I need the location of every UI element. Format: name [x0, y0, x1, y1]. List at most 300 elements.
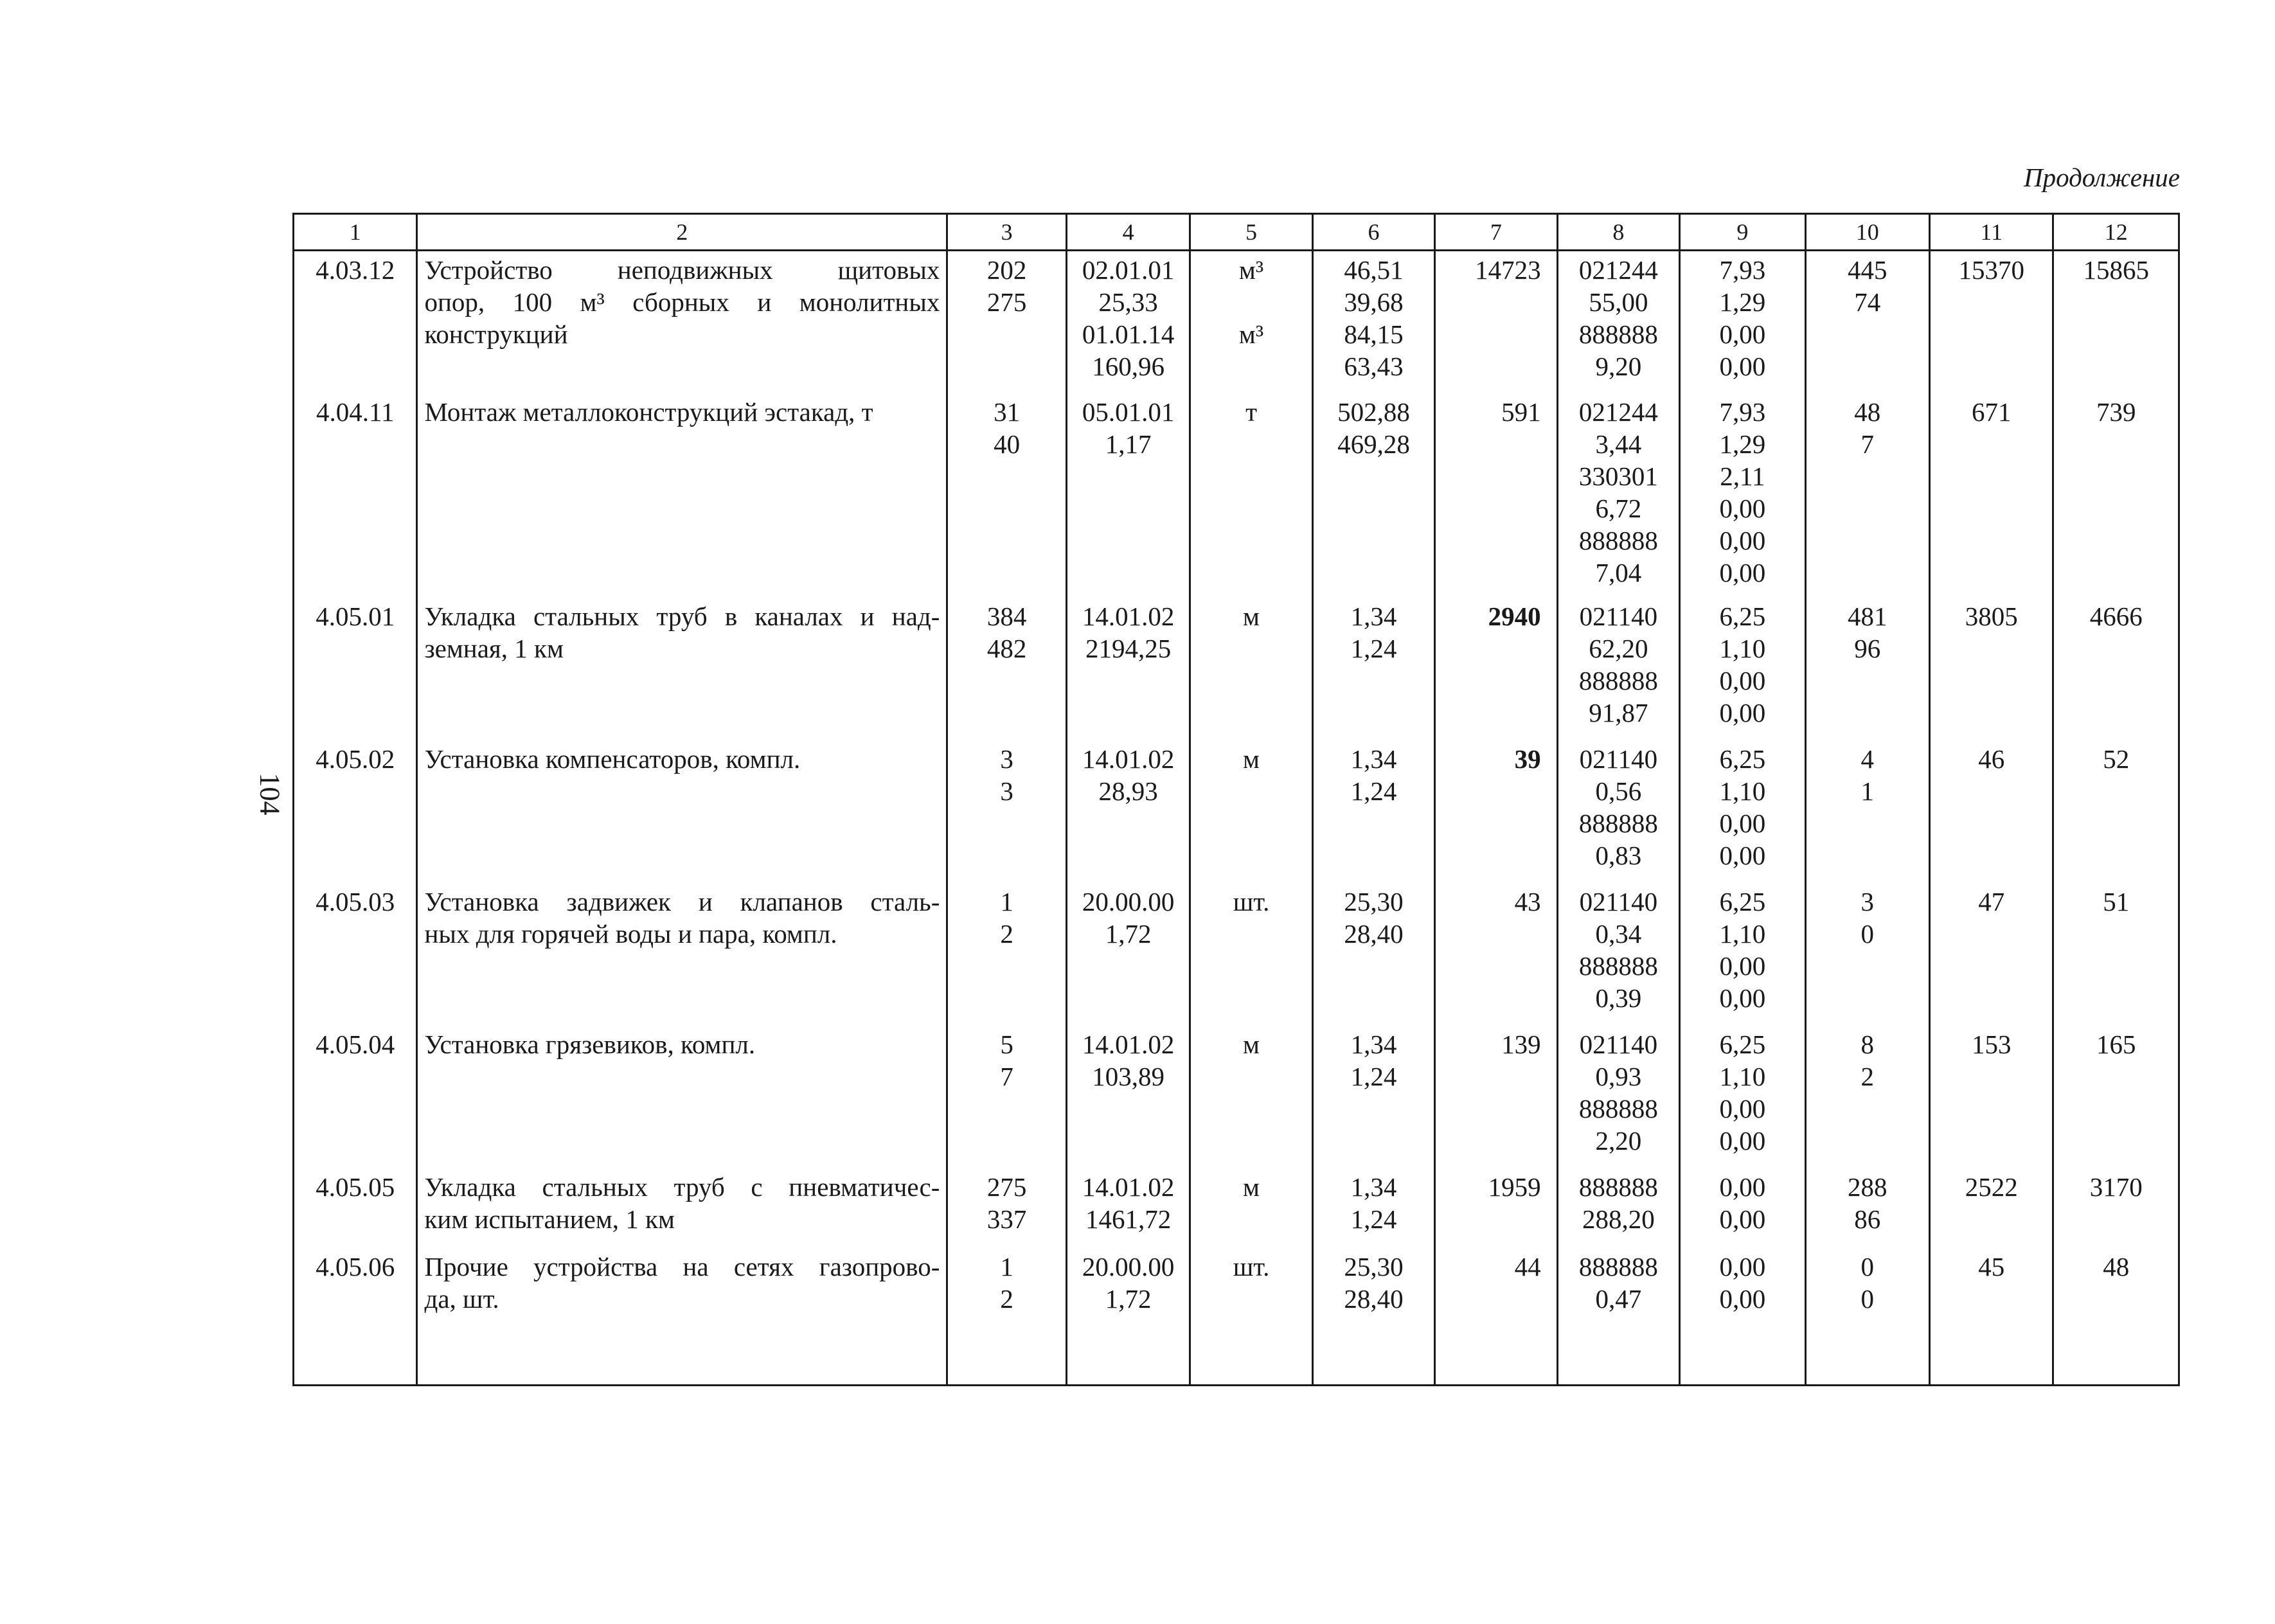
unit-cell-line: м³	[1238, 255, 1264, 285]
code-cell	[294, 393, 417, 598]
name-cell	[417, 598, 947, 740]
resource-code-cell-line: 888888	[1578, 1251, 1658, 1281]
unit-cell	[1190, 1168, 1312, 1248]
quantity-cell-line: 482	[986, 633, 1027, 663]
name-cell-line: да, шт.	[424, 1283, 499, 1314]
sum-cell	[1930, 740, 2053, 883]
index-cell	[1680, 740, 1805, 883]
quantity-cell-line: 2	[1000, 918, 1013, 949]
quantity-cell-line: 337	[986, 1204, 1027, 1234]
quantity-cell	[947, 251, 1066, 393]
index-cell	[1680, 883, 1805, 1026]
code-cell-text: 4.05.05	[316, 1172, 395, 1202]
column-header: 2	[417, 214, 947, 251]
subtotal-cell	[1805, 1248, 1929, 1386]
sum-cell	[1930, 883, 2053, 1026]
coefficient-cell-line: 25,30	[1344, 1251, 1404, 1281]
resource-code-cell-line: 9,20	[1595, 352, 1642, 381]
name-cell-line: Устройство неподвижных щитовых	[424, 255, 940, 285]
index-cell-line: 1,29	[1719, 287, 1766, 317]
resource-code-cell	[1557, 393, 1679, 598]
subtotal-cell-line: 4	[1860, 744, 1875, 774]
continuation-label: Продолжение	[2024, 163, 2180, 192]
coefficient-cell-line: 46,51	[1344, 255, 1404, 285]
column-header: 4	[1066, 214, 1190, 251]
sum-cell	[1930, 251, 2053, 393]
unit-cell-line: т	[1245, 397, 1257, 427]
unit-cell	[1190, 1026, 1312, 1168]
name-cell	[417, 740, 947, 883]
sum-cell	[1930, 1168, 2053, 1248]
code-cell	[294, 1026, 417, 1168]
coefficient-cell	[1312, 393, 1434, 598]
subtotal-cell-line: 481	[1848, 601, 1887, 631]
subtotal-cell-line: 3	[1860, 886, 1875, 916]
table-row	[294, 598, 2179, 740]
price-code-cell-line: 14.01.02	[1082, 1029, 1175, 1059]
resource-code-cell-line: 3,44	[1595, 429, 1642, 459]
index-cell	[1680, 393, 1805, 598]
price-code-cell-line: 20.00.00	[1082, 886, 1175, 916]
coefficient-cell-line: 28,40	[1344, 1283, 1404, 1314]
subtotal-cell	[1805, 393, 1929, 598]
column-header: 8	[1557, 214, 1679, 251]
price-code-cell	[1066, 883, 1190, 1026]
total-cell-line: 139	[1501, 1029, 1541, 1059]
code-cell	[294, 740, 417, 883]
index-cell-line: 0,00	[1719, 983, 1766, 1013]
quantity-cell	[947, 598, 1066, 740]
quantity-cell	[947, 1248, 1066, 1386]
name-cell-line: конструкций	[424, 319, 568, 349]
name-cell-line: Установка компенсаторов, компл.	[424, 744, 801, 774]
resource-code-cell-line: 888888	[1578, 1093, 1658, 1123]
price-code-cell	[1066, 1168, 1190, 1248]
column-header: 9	[1680, 214, 1805, 251]
name-cell	[417, 1026, 947, 1168]
index-cell	[1680, 598, 1805, 740]
name-cell-line: Установка грязевиков, компл.	[424, 1029, 756, 1059]
subtotal-cell-line: 0	[1860, 1283, 1875, 1314]
index-cell	[1680, 1168, 1805, 1248]
resource-code-cell-line: 888888	[1578, 1172, 1658, 1202]
grand-total-cell-line: 15865	[2083, 255, 2149, 285]
quantity-cell	[947, 1026, 1066, 1168]
column-header: 10	[1805, 214, 1929, 251]
index-cell-line: 0,00	[1719, 557, 1766, 587]
code-cell-text: 4.03.12	[316, 255, 395, 285]
resource-code-cell-line: 91,87	[1589, 697, 1648, 727]
unit-cell-line: шт.	[1233, 1251, 1270, 1281]
total-cell	[1435, 393, 1557, 598]
price-code-cell-line: 14.01.02	[1082, 1172, 1175, 1202]
code-cell-text: 4.05.06	[316, 1251, 395, 1281]
coefficient-cell-line: 63,43	[1344, 352, 1404, 381]
index-cell-line: 0,00	[1719, 840, 1766, 870]
name-cell-line: Укладка стальных труб с пневматичес-	[424, 1172, 940, 1202]
coefficient-cell-line: 1,34	[1350, 1172, 1397, 1202]
name-cell-line: ных для горячей воды и пара, компл.	[424, 918, 837, 949]
price-code-cell-line: 1,72	[1105, 1283, 1152, 1314]
index-cell-line: 6,25	[1719, 601, 1766, 631]
name-cell-line: Прочие устройства на сетях газопрово-	[424, 1251, 940, 1281]
name-cell-line: опор, 100 м³ сборных и монолитных	[424, 287, 940, 317]
subtotal-cell	[1805, 883, 1929, 1026]
sum-cell-line: 47	[1978, 886, 2005, 916]
resource-code-cell	[1557, 251, 1679, 393]
unit-cell-line: м	[1243, 1029, 1260, 1059]
index-cell-line: 0,00	[1719, 1172, 1766, 1202]
total-cell	[1435, 251, 1557, 393]
sum-cell	[1930, 1026, 2053, 1168]
index-cell-line: 0,00	[1719, 525, 1766, 555]
price-code-cell-line: 2194,25	[1085, 633, 1172, 663]
price-code-cell-line: 20.00.00	[1082, 1251, 1175, 1281]
resource-code-cell	[1557, 1168, 1679, 1248]
index-cell-line: 6,25	[1719, 1029, 1766, 1059]
coefficient-cell	[1312, 883, 1434, 1026]
unit-cell	[1190, 883, 1312, 1026]
unit-cell-line: шт.	[1233, 886, 1270, 916]
price-code-cell-line: 1,72	[1105, 918, 1152, 949]
table-row	[294, 1026, 2179, 1168]
quantity-cell-line: 5	[1000, 1029, 1013, 1059]
grand-total-cell-line: 51	[2103, 886, 2130, 916]
quantity-cell-line: 2	[1000, 1283, 1013, 1314]
coefficient-cell-line: 1,34	[1350, 744, 1397, 774]
table-row	[294, 740, 2179, 883]
index-cell-line: 0,00	[1719, 319, 1766, 349]
coefficient-cell-line: 25,30	[1344, 886, 1404, 916]
resource-code-cell-line: 0,83	[1595, 840, 1642, 870]
index-cell-line: 0,00	[1719, 697, 1766, 727]
unit-cell-line: м³	[1238, 319, 1264, 349]
total-cell-line: 43	[1514, 886, 1541, 916]
page-number: 104	[254, 772, 286, 816]
quantity-cell-line: 1	[1000, 886, 1013, 916]
quantity-cell	[947, 1168, 1066, 1248]
total-cell	[1435, 1248, 1557, 1386]
grand-total-cell-line: 165	[2096, 1029, 2136, 1059]
subtotal-cell-line: 8	[1860, 1029, 1875, 1059]
grand-total-cell-line: 4666	[2089, 601, 2143, 631]
index-cell-line: 0,00	[1719, 1125, 1766, 1156]
name-cell-line: Монтаж металлоконструкций эстакад, т	[424, 397, 873, 427]
grand-total-cell	[2053, 740, 2179, 883]
index-cell	[1680, 251, 1805, 393]
sum-cell-line: 153	[1971, 1029, 2012, 1059]
coefficient-cell-line: 84,15	[1344, 319, 1404, 349]
resource-code-cell-line: 330301	[1578, 461, 1658, 491]
unit-cell-line: м	[1243, 1172, 1260, 1202]
grand-total-cell	[2053, 1168, 2179, 1248]
name-cell	[417, 393, 947, 598]
estimate-table	[292, 213, 2180, 1386]
index-cell-line: 0,00	[1719, 1283, 1766, 1314]
index-cell-line: 1,10	[1719, 918, 1766, 949]
code-cell-text: 4.05.03	[316, 886, 395, 916]
table-row	[294, 251, 2179, 393]
coefficient-cell-line: 1,34	[1350, 1029, 1397, 1059]
table-row	[294, 1248, 2179, 1386]
coefficient-cell-line: 1,24	[1350, 1061, 1397, 1091]
index-cell-line: 0,00	[1719, 808, 1766, 838]
unit-cell	[1190, 1248, 1312, 1386]
name-cell	[417, 1248, 947, 1386]
sum-cell-line: 46	[1978, 744, 2005, 774]
price-code-cell-line: 28,93	[1098, 776, 1158, 806]
column-header: 11	[1930, 214, 2053, 251]
subtotal-cell-line: 96	[1854, 633, 1881, 663]
resource-code-cell	[1557, 1026, 1679, 1168]
subtotal-cell-line: 0	[1860, 1251, 1875, 1281]
coefficient-cell	[1312, 740, 1434, 883]
subtotal-cell	[1805, 1168, 1929, 1248]
column-header: 3	[947, 214, 1066, 251]
index-cell-line: 0,00	[1719, 950, 1766, 981]
total-cell	[1435, 1168, 1557, 1248]
grand-total-cell-line: 52	[2103, 744, 2130, 774]
subtotal-cell-line: 288	[1848, 1172, 1887, 1202]
resource-code-cell-line: 0,47	[1595, 1283, 1642, 1314]
coefficient-cell	[1312, 598, 1434, 740]
table-row	[294, 883, 2179, 1026]
index-cell-line: 0,00	[1719, 493, 1766, 523]
unit-cell	[1190, 251, 1312, 393]
price-code-cell-line: 25,33	[1098, 287, 1158, 317]
subtotal-cell	[1805, 740, 1929, 883]
sum-cell-line: 3805	[1965, 601, 2018, 631]
resource-code-cell-line: 888888	[1578, 950, 1658, 981]
resource-code-cell-line: 888888	[1578, 319, 1658, 349]
name-cell	[417, 883, 947, 1026]
column-header: 12	[2053, 214, 2179, 251]
price-code-cell	[1066, 598, 1190, 740]
quantity-cell-line: 3	[1000, 776, 1013, 806]
column-header: 5	[1190, 214, 1312, 251]
resource-code-cell-line: 0,93	[1595, 1061, 1642, 1091]
resource-code-cell-line: 0,39	[1595, 983, 1642, 1013]
price-code-cell	[1066, 251, 1190, 393]
coefficient-cell-line: 39,68	[1344, 287, 1404, 317]
index-cell-line: 1,10	[1719, 1061, 1766, 1091]
price-code-cell	[1066, 393, 1190, 598]
subtotal-cell	[1805, 598, 1929, 740]
subtotal-cell-line: 1	[1860, 776, 1875, 806]
index-cell-line: 7,93	[1719, 255, 1766, 285]
price-code-cell-line: 01.01.14	[1082, 319, 1175, 349]
price-code-cell-line: 103,89	[1092, 1061, 1164, 1091]
resource-code-cell-line: 888888	[1578, 808, 1658, 838]
resource-code-cell-line: 55,00	[1589, 287, 1648, 317]
code-cell	[294, 1168, 417, 1248]
index-cell-line: 0,00	[1719, 665, 1766, 695]
quantity-cell-line: 40	[994, 429, 1021, 459]
table-body	[294, 251, 2179, 1386]
subtotal-cell-line: 74	[1854, 287, 1881, 317]
resource-code-cell-line: 021244	[1578, 255, 1658, 285]
resource-code-cell-line: 888888	[1578, 525, 1658, 555]
subtotal-cell-line: 7	[1860, 429, 1875, 459]
quantity-cell	[947, 883, 1066, 1026]
sum-cell	[1930, 393, 2053, 598]
subtotal-cell-line: 445	[1848, 255, 1887, 285]
index-cell-line: 6,25	[1719, 744, 1766, 774]
resource-code-cell-line: 021140	[1579, 601, 1658, 631]
grand-total-cell-line: 3170	[2089, 1172, 2143, 1202]
subtotal-cell-line: 0	[1860, 918, 1875, 949]
column-header: 6	[1312, 214, 1434, 251]
sum-cell-line: 671	[1971, 397, 2012, 427]
resource-code-cell-line: 888888	[1578, 665, 1658, 695]
header-row	[294, 214, 2179, 251]
resource-code-cell	[1557, 1248, 1679, 1386]
subtotal-cell-line: 48	[1854, 397, 1881, 427]
total-cell	[1435, 1026, 1557, 1168]
resource-code-cell	[1557, 740, 1679, 883]
total-cell-line: 2940	[1488, 601, 1541, 631]
total-cell-line: 39	[1514, 744, 1541, 774]
price-code-cell-line: 14.01.02	[1082, 744, 1175, 774]
grand-total-cell	[2053, 1026, 2179, 1168]
index-cell-line: 7,93	[1719, 397, 1766, 427]
name-cell-line: Установка задвижек и клапанов сталь-	[424, 886, 940, 916]
code-cell	[294, 251, 417, 393]
code-cell	[294, 883, 417, 1026]
unit-cell-line: м	[1243, 601, 1260, 631]
resource-code-cell-line: 2,20	[1595, 1125, 1642, 1156]
table-row	[294, 393, 2179, 598]
coefficient-cell-line: 1,34	[1350, 601, 1397, 631]
unit-cell	[1190, 393, 1312, 598]
resource-code-cell	[1557, 598, 1679, 740]
code-cell-text: 4.05.02	[316, 744, 395, 774]
unit-cell-line	[1196, 286, 1306, 318]
index-cell-line: 2,11	[1720, 461, 1765, 491]
price-code-cell-line: 02.01.01	[1082, 255, 1175, 285]
grand-total-cell-line: 739	[2096, 397, 2136, 427]
total-cell-line: 44	[1514, 1251, 1541, 1281]
resource-code-cell-line: 288,20	[1582, 1204, 1655, 1234]
coefficient-cell-line: 502,88	[1337, 397, 1410, 427]
price-code-cell-line: 14.01.02	[1082, 601, 1175, 631]
resource-code-cell-line: 7,04	[1595, 557, 1642, 587]
index-cell-line: 1,29	[1719, 429, 1766, 459]
coefficient-cell	[1312, 1248, 1434, 1386]
sum-cell	[1930, 1248, 2053, 1386]
sum-cell-line: 2522	[1965, 1172, 2018, 1202]
resource-code-cell-line: 021140	[1579, 1029, 1658, 1059]
code-cell-text: 4.04.11	[316, 397, 395, 427]
quantity-cell-line: 275	[986, 1172, 1027, 1202]
sum-cell-line: 45	[1978, 1251, 2005, 1281]
grand-total-cell	[2053, 1248, 2179, 1386]
resource-code-cell-line: 021140	[1579, 886, 1658, 916]
resource-code-cell-line: 0,56	[1595, 776, 1642, 806]
price-code-cell	[1066, 1026, 1190, 1168]
price-code-cell-line: 160,96	[1092, 352, 1164, 381]
index-cell-line: 1,10	[1719, 633, 1766, 663]
total-cell	[1435, 598, 1557, 740]
coefficient-cell	[1312, 1168, 1434, 1248]
coefficient-cell-line: 469,28	[1337, 429, 1410, 459]
price-code-cell	[1066, 740, 1190, 883]
total-cell	[1435, 883, 1557, 1026]
resource-code-cell-line: 6,72	[1595, 493, 1642, 523]
grand-total-cell	[2053, 393, 2179, 598]
quantity-cell-line: 3	[1000, 744, 1013, 774]
subtotal-cell-line: 86	[1854, 1204, 1881, 1234]
index-cell-line: 0,00	[1719, 1093, 1766, 1123]
index-cell	[1680, 1026, 1805, 1168]
index-cell-line: 0,00	[1719, 1204, 1766, 1234]
name-cell-line: ким испытанием, 1 км	[424, 1204, 675, 1234]
total-cell-line: 591	[1501, 397, 1541, 427]
coefficient-cell	[1312, 1026, 1434, 1168]
unit-cell	[1190, 740, 1312, 883]
name-cell	[417, 251, 947, 393]
quantity-cell-line: 202	[986, 255, 1027, 285]
grand-total-cell	[2053, 251, 2179, 393]
sum-cell-line: 15370	[1958, 255, 2024, 285]
code-cell	[294, 598, 417, 740]
quantity-cell-line: 275	[986, 287, 1027, 317]
price-code-cell	[1066, 1248, 1190, 1386]
unit-cell-line: м	[1243, 744, 1260, 774]
coefficient-cell-line: 28,40	[1344, 918, 1404, 949]
price-code-cell-line: 05.01.01	[1082, 397, 1175, 427]
resource-code-cell-line: 021140	[1579, 744, 1658, 774]
name-cell	[417, 1168, 947, 1248]
coefficient-cell	[1312, 251, 1434, 393]
grand-total-cell	[2053, 883, 2179, 1026]
unit-cell	[1190, 598, 1312, 740]
subtotal-cell-line: 2	[1860, 1061, 1875, 1091]
code-cell-text: 4.05.01	[316, 601, 395, 631]
resource-code-cell	[1557, 883, 1679, 1026]
resource-code-cell-line: 021244	[1578, 397, 1658, 427]
price-code-cell-line: 1461,72	[1085, 1204, 1172, 1234]
quantity-cell	[947, 740, 1066, 883]
sum-cell	[1930, 598, 2053, 740]
quantity-cell	[947, 393, 1066, 598]
index-cell-line: 1,10	[1719, 776, 1766, 806]
index-cell	[1680, 1248, 1805, 1386]
index-cell-line: 0,00	[1719, 1251, 1766, 1281]
grand-total-cell	[2053, 598, 2179, 740]
subtotal-cell	[1805, 1026, 1929, 1168]
quantity-cell-line: 1	[1000, 1251, 1013, 1281]
total-cell-line: 14723	[1475, 255, 1541, 285]
price-code-cell-line: 1,17	[1105, 429, 1152, 459]
code-cell-text: 4.05.04	[316, 1029, 395, 1059]
quantity-cell-line: 31	[994, 397, 1021, 427]
quantity-cell-line: 7	[1000, 1061, 1013, 1091]
index-cell-line: 6,25	[1719, 886, 1766, 916]
resource-code-cell-line: 0,34	[1595, 918, 1642, 949]
subtotal-cell	[1805, 251, 1929, 393]
name-cell-line: Укладка стальных труб в каналах и над-	[424, 601, 940, 631]
total-cell-line: 1959	[1488, 1172, 1541, 1202]
coefficient-cell-line: 1,24	[1350, 1204, 1397, 1234]
column-header: 7	[1435, 214, 1557, 251]
coefficient-cell-line: 1,24	[1350, 633, 1397, 663]
grand-total-cell-line: 48	[2103, 1251, 2130, 1281]
total-cell	[1435, 740, 1557, 883]
table-row	[294, 1168, 2179, 1248]
index-cell-line: 0,00	[1719, 352, 1766, 381]
name-cell-line: земная, 1 км	[424, 633, 564, 663]
